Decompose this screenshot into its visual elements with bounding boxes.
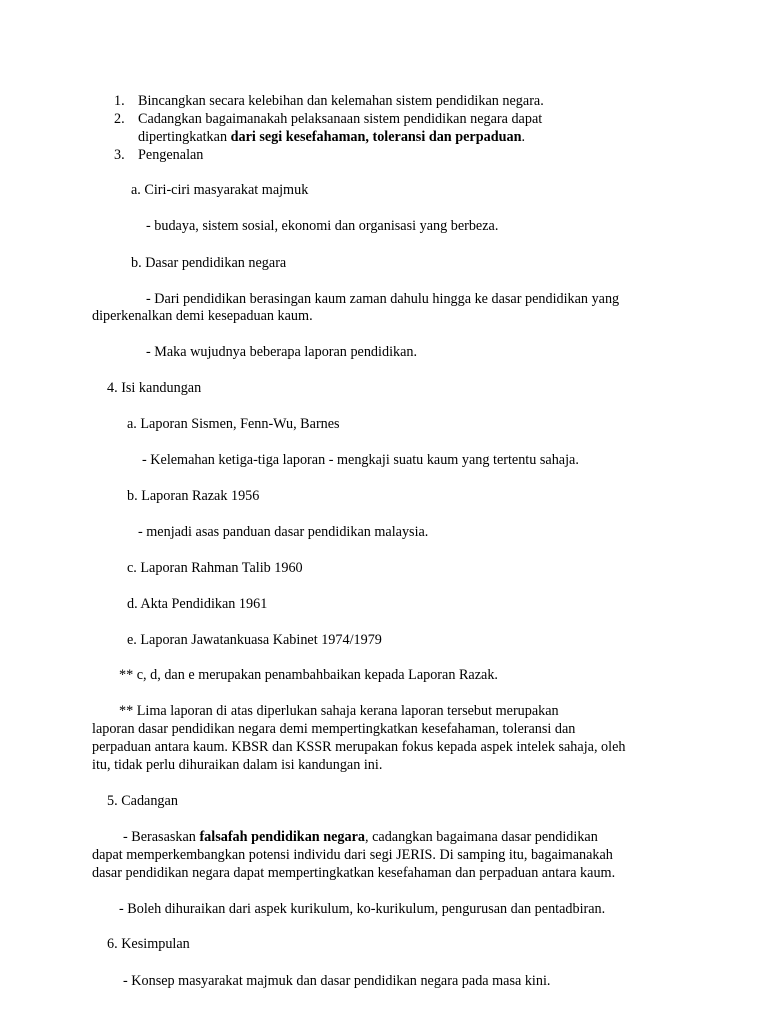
isi-note2-line4: itu, tidak perlu dihuraikan dalam isi kandungan ini.	[92, 757, 383, 773]
list-item-1: Bincangkan secara kelebihan dan kelemahan sistem pendidikan negara.	[138, 93, 544, 109]
cadangan-p1-bold: falsafah pendidikan negara	[199, 829, 365, 845]
isi-e: e. Laporan Jawatankuasa Kabinet 1974/1979	[127, 632, 382, 648]
cadangan-p2: - Boleh dihuraikan dari aspek kurikulum, ko-kurikulum, pengurusan dan pentadbiran.	[119, 901, 606, 917]
cadangan-heading: 5. Cadangan	[107, 793, 178, 809]
pengenalan-b-detail-line2: diperkenalkan demi kesepaduan kaum.	[92, 308, 313, 324]
list-item-2-text: dipertingkatkan	[138, 129, 231, 145]
kesimpulan-p1: - Konsep masyarakat majmuk dan dasar pendidikan negara pada masa kini.	[123, 973, 551, 989]
isi-a: a. Laporan Sismen, Fenn-Wu, Barnes	[127, 416, 340, 432]
kesimpulan-heading: 6. Kesimpulan	[107, 936, 190, 952]
cadangan-p1-line3: dasar pendidikan negara dapat mempertingkatkan kesefahaman dan perpaduan antara kaum.	[92, 865, 616, 881]
cadangan-p1-post: , cadangkan bagaimana dasar pendidikan	[365, 829, 598, 845]
pengenalan-a: a. Ciri-ciri masyarakat majmuk	[131, 182, 309, 198]
pengenalan-a-detail: - budaya, sistem sosial, ekonomi dan organisasi yang berbeza.	[146, 218, 499, 234]
isi-b-detail: - menjadi asas panduan dasar pendidikan malaysia.	[138, 524, 429, 540]
isi-note2-line2: laporan dasar pendidikan negara demi mempertingkatkan kesefahaman, toleransi dan	[92, 721, 576, 737]
list-number-3: 3.	[114, 147, 125, 163]
pengenalan-b: b. Dasar pendidikan negara	[131, 255, 287, 271]
list-item-3: Pengenalan	[138, 147, 204, 163]
isi-d: d. Akta Pendidikan 1961	[127, 596, 268, 612]
cadangan-p1-line1	[123, 828, 598, 846]
list-number-2: 2.	[114, 111, 125, 127]
isi-note2-line3: perpaduan antara kaum. KBSR dan KSSR merupakan fokus kepada aspek intelek sahaja, oleh	[92, 739, 626, 755]
cadangan-p1-line2: dapat memperkembangkan potensi individu dari segi JERIS. Di samping itu, bagaimanakah	[92, 847, 613, 863]
isi-c: c. Laporan Rahman Talib 1960	[127, 560, 303, 576]
isi-a-detail: - Kelemahan ketiga-tiga laporan - mengkaji suatu kaum yang tertentu sahaja.	[142, 452, 579, 468]
list-item-2-bold: dari segi kesefahaman, toleransi dan perpaduan	[230, 129, 522, 145]
isi-heading: 4. Isi kandungan	[107, 380, 202, 396]
list-item-2-period: .	[521, 129, 526, 145]
list-number-1: 1.	[114, 93, 125, 109]
cadangan-p1-pre: - Berasaskan	[123, 829, 200, 845]
isi-b: b. Laporan Razak 1956	[127, 488, 260, 504]
pengenalan-b-detail2: - Maka wujudnya beberapa laporan pendidikan.	[146, 344, 418, 360]
pengenalan-b-detail-line1: - Dari pendidikan berasingan kaum zaman dahulu hingga ke dasar pendidikan yang	[146, 291, 620, 307]
list-item-2-line2	[138, 128, 525, 146]
list-item-2-line1: Cadangkan bagaimanakah pelaksanaan sistem pendidikan negara dapat	[138, 111, 543, 127]
isi-note1: ** c, d, dan e merupakan penambahbaikan kepada Laporan Razak.	[119, 667, 498, 683]
isi-note2-line1: ** Lima laporan di atas diperlukan sahaja kerana laporan tersebut merupakan	[119, 703, 559, 719]
